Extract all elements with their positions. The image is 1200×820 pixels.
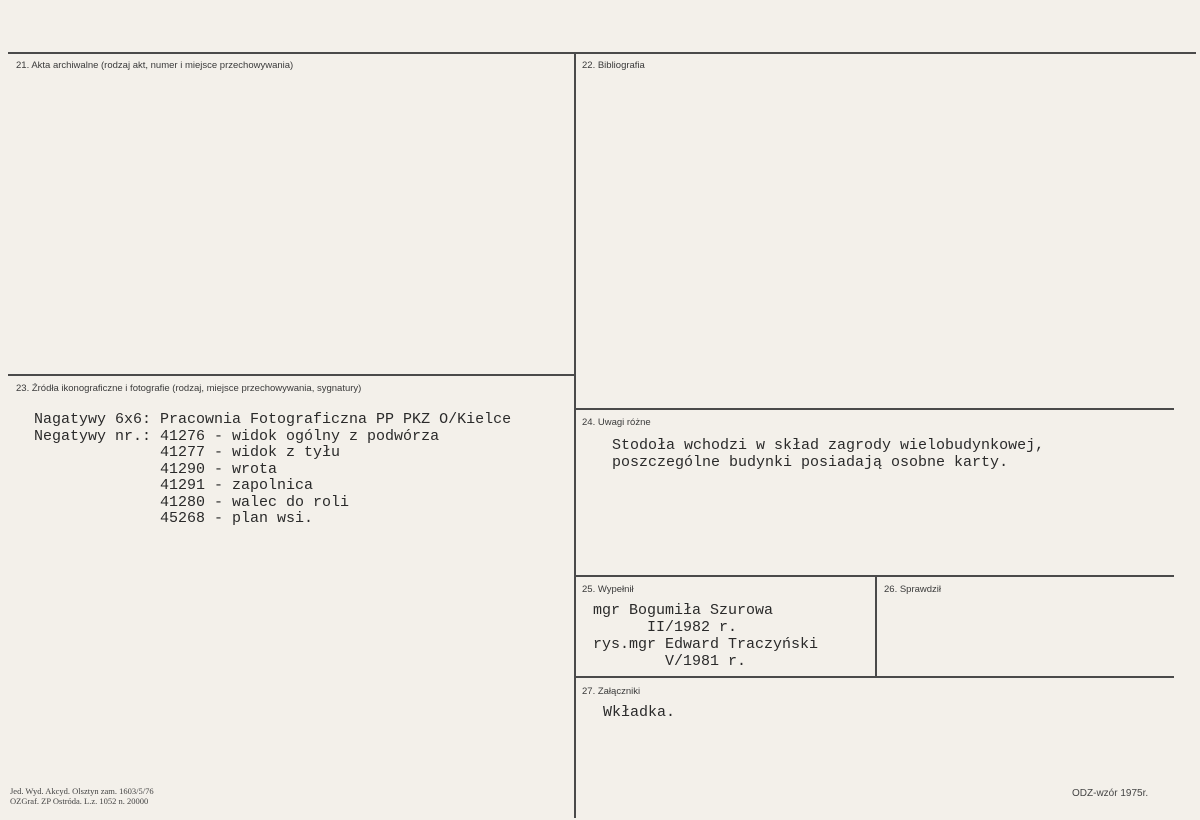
divider-24-25 [574,575,1174,577]
section-26-label: 26. Sprawdził [884,584,942,595]
printer-imprint-line-2: OZGraf. ZP Ostróda. L.z. 1052 n. 20000 [10,796,149,806]
remarks-line-2: poszczególne budynki posiadają osobne karty. [612,454,1009,471]
filled-by-line-3: rys.mgr Edward Traczyński [593,636,819,653]
divider-25-26 [875,575,877,676]
photo-line-4: 41290 - wrota [34,460,278,478]
section-25-label: 25. Wypełnił [582,584,634,595]
remarks-line-1: Stodoła wchodzi w skład zagrody wielobudynkowej, [612,437,1045,454]
photo-line-3: 41277 - widok z tyłu [34,444,341,461]
section-21-label: 21. Akta archiwalne (rodzaj akt, numer i miejsce przechowywania) [16,60,294,71]
section-27-label: 27. Załączniki [582,686,641,697]
photo-line-7: 45268 - plan wsi. [34,510,314,527]
section-24-label: 24. Uwagi różne [582,417,651,428]
printer-imprint-line-1: Jed. Wyd. Akcyd. Olsztyn zam. 1603/5/76 [10,786,154,796]
photo-line-2: Negatywy nr.: 41276 - widok ogólny z podwórza [34,427,440,445]
divider-25-27 [574,676,1174,678]
photo-line-1: Nagatywy 6x6: Pracownia Fotograficzna PP PKZ O/Kielce [34,411,512,428]
top-border-line [8,52,1196,54]
divider-21-23 [8,374,574,376]
filled-by-line-4: V/1981 r. [593,653,747,670]
center-divider-line [574,52,576,818]
attachments-line-1: Wkładka. [603,704,676,721]
section-23-label: 23. Źródła ikonograficzne i fotografie (rodzaj, miejsce przechowywania, sygnatury) [16,383,362,394]
photo-line-5: 41291 - zapolnica [34,477,314,494]
photo-line-6: 41280 - walec do roli [34,493,350,511]
filled-by-line-2: II/1982 r. [593,619,738,636]
section-22-label: 22. Bibliografia [582,60,645,71]
divider-22-24 [574,408,1174,410]
form-id: ODZ-wzór 1975r. [1072,788,1149,799]
filled-by-line-1: mgr Bogumiła Szurowa [593,602,774,619]
